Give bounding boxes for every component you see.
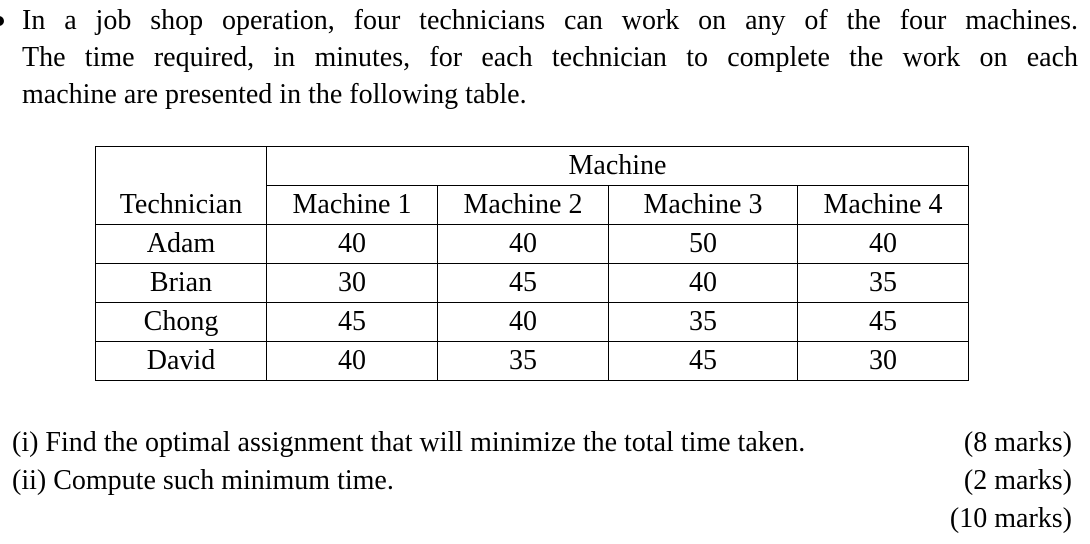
technician-name: Brian: [96, 264, 267, 303]
part-marks: (2 marks): [963, 465, 1072, 496]
time-cell: 35: [609, 303, 798, 342]
total-marks: (10 marks): [949, 503, 1072, 534]
table-corner-cell: [96, 147, 267, 186]
time-cell: 30: [798, 342, 969, 381]
column-header-machine-2: Machine 2: [438, 186, 609, 225]
time-cell: 40: [609, 264, 798, 303]
intro-line: machine are presented in the following table.: [22, 79, 527, 110]
time-cell: 45: [438, 264, 609, 303]
time-cell: 50: [609, 225, 798, 264]
technician-name: Adam: [96, 225, 267, 264]
time-cell: 45: [798, 303, 969, 342]
time-cell: 45: [609, 342, 798, 381]
column-header-machine-3: Machine 3: [609, 186, 798, 225]
technician-name: Chong: [96, 303, 267, 342]
question-part-i: [12, 424, 1072, 462]
time-cell: 40: [267, 225, 438, 264]
technician-column-header: Technician: [96, 186, 267, 225]
intro-line: The time required, in minutes, for each technician to complete the work on each: [22, 42, 1078, 73]
question-parts: [12, 424, 1072, 538]
question-part-ii: [12, 462, 1072, 500]
technician-name: David: [96, 342, 267, 381]
question-total: [12, 500, 1072, 538]
table-row: [96, 264, 969, 303]
time-cell: 35: [438, 342, 609, 381]
part-text: (i) Find the optimal assignment that will minimize the total time taken.: [12, 427, 806, 458]
time-cell: 35: [798, 264, 969, 303]
part-marks: (8 marks): [963, 427, 1072, 458]
time-cell: 40: [798, 225, 969, 264]
time-cell: 40: [438, 225, 609, 264]
technician-machine-time-table: [95, 146, 969, 381]
bullet-mark: [0, 16, 4, 26]
column-header-machine-4: Machine 4: [798, 186, 969, 225]
time-cell: 45: [267, 303, 438, 342]
table-column-header-row: [96, 186, 969, 225]
column-header-machine-1: Machine 1: [267, 186, 438, 225]
part-text: (ii) Compute such minimum time.: [12, 465, 394, 496]
intro-line: In a job shop operation, four technicians can work on any of the four machines.: [22, 5, 1078, 36]
table-row: [96, 225, 969, 264]
table-row: [96, 342, 969, 381]
time-cell: 40: [438, 303, 609, 342]
time-cell: 30: [267, 264, 438, 303]
machine-group-header: Machine: [267, 147, 969, 186]
table-row: [96, 303, 969, 342]
table-group-header-row: [96, 147, 969, 186]
question-intro: [22, 2, 1078, 113]
time-cell: 40: [267, 342, 438, 381]
